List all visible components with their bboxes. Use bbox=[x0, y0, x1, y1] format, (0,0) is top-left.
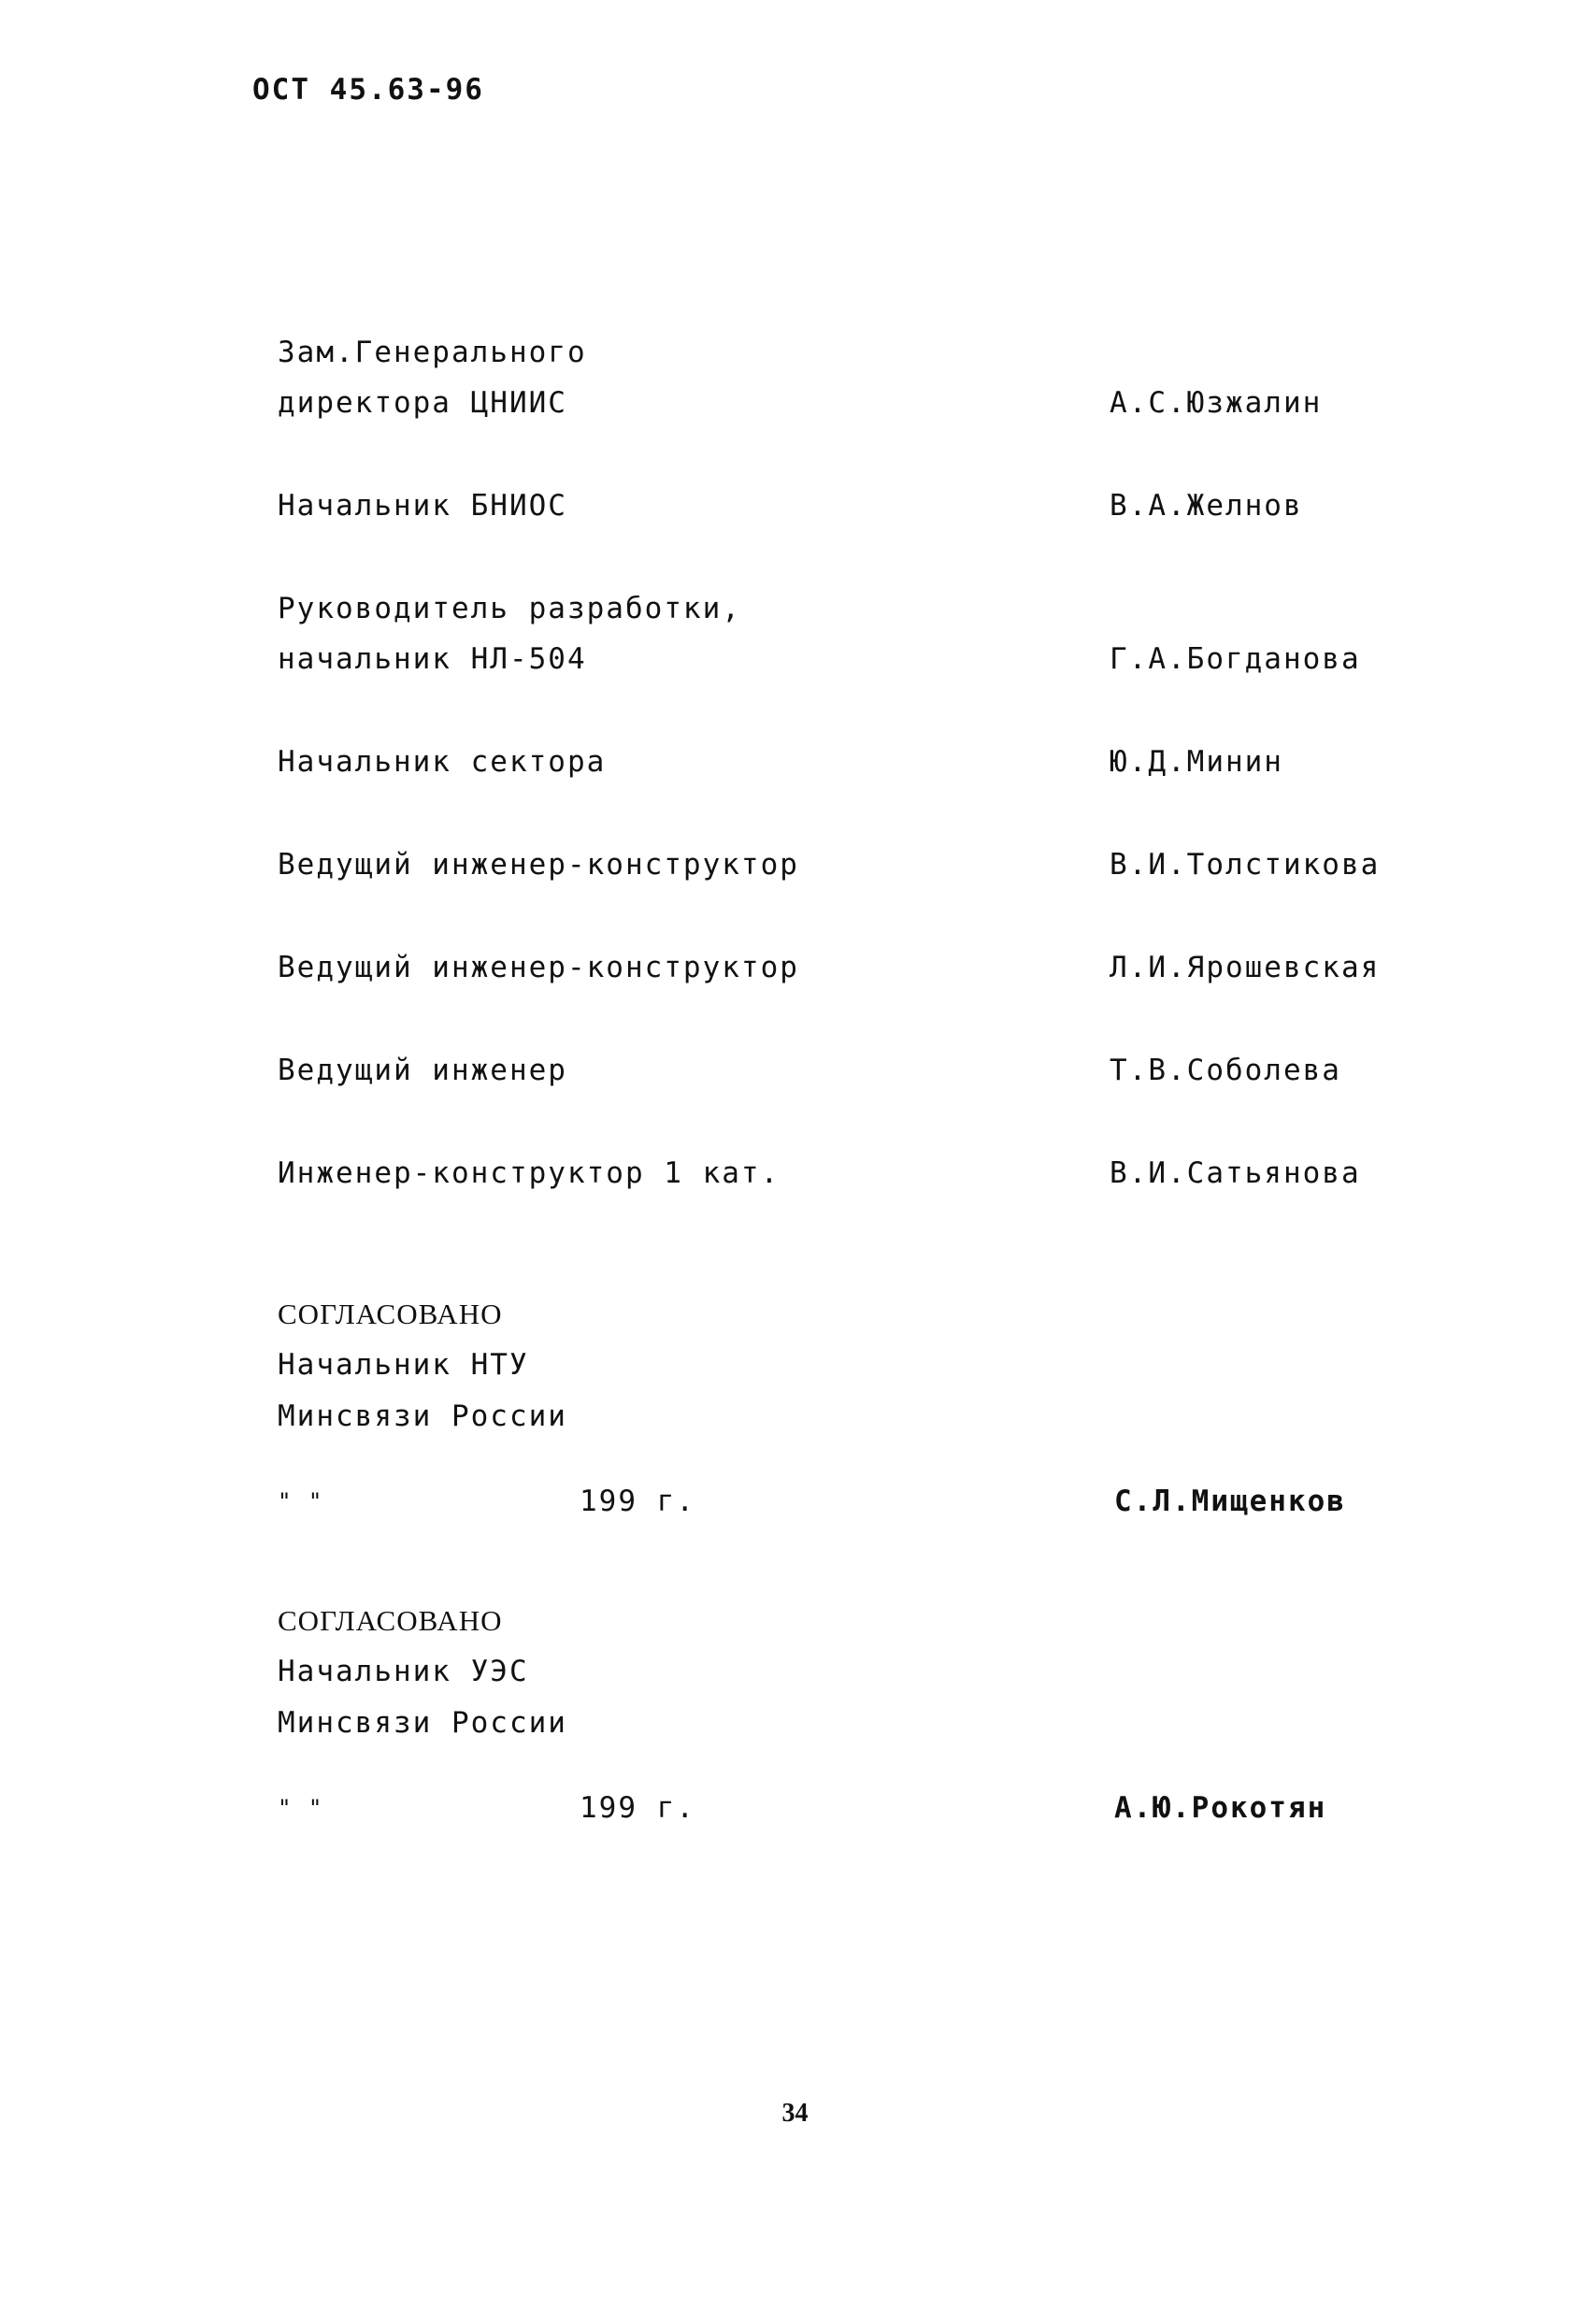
signer-name: В.И.Сатьянова bbox=[1110, 1156, 1361, 1190]
approver-name: С.Л.Мищенков bbox=[1114, 1485, 1346, 1518]
approval-date-row bbox=[278, 1783, 1399, 1834]
signer-title-line: Ведущий инженер-конструктор bbox=[278, 951, 799, 984]
signer-title-line: Начальник БНИОС bbox=[278, 489, 567, 523]
signature-row bbox=[278, 1148, 1399, 1198]
approval-heading: СОГЛАСОВАНО bbox=[278, 1604, 503, 1637]
date-quotes: " " bbox=[278, 1795, 324, 1821]
approval-block-ntu bbox=[278, 1288, 1399, 1528]
signer-name: А.С.Юзжалин bbox=[1110, 386, 1323, 420]
date-year: 199 г. bbox=[580, 1485, 695, 1518]
signer-title-line: директора ЦНИИС bbox=[278, 386, 567, 420]
approval-heading: СОГЛАСОВАНО bbox=[278, 1298, 503, 1330]
approver-position: Начальник НТУ bbox=[278, 1348, 529, 1382]
signer-name: В.А.Желнов bbox=[1110, 489, 1303, 523]
date-year: 199 г. bbox=[580, 1791, 695, 1825]
signer-name: Ю.Д.Минин bbox=[1110, 745, 1283, 779]
date-quotes: " " bbox=[278, 1488, 324, 1514]
approval-block-ues bbox=[278, 1595, 1399, 1834]
signature-row bbox=[278, 839, 1399, 890]
signature-row bbox=[278, 942, 1399, 993]
page-number: 34 bbox=[781, 2099, 809, 2128]
signer-name: Л.И.Ярошевская bbox=[1110, 951, 1381, 984]
approver-organization: Минсвязи России bbox=[278, 1706, 567, 1740]
approval-date-row bbox=[278, 1476, 1399, 1528]
signer-title-line: Ведущий инженер bbox=[278, 1054, 567, 1087]
signature-row bbox=[278, 583, 1399, 684]
signature-row bbox=[278, 327, 1399, 428]
signer-title-line: Инженер-конструктор 1 кат. bbox=[278, 1156, 781, 1190]
signer-title-line: Начальник сектора bbox=[278, 745, 607, 779]
signature-list bbox=[278, 327, 1399, 1251]
document-code: ОСТ 45.63-96 bbox=[252, 73, 484, 107]
signer-name: Г.А.Богданова bbox=[1110, 642, 1361, 676]
signature-row bbox=[278, 737, 1399, 787]
approver-organization: Минсвязи России bbox=[278, 1399, 567, 1433]
signature-row bbox=[278, 481, 1399, 531]
signer-name: В.И.Толстикова bbox=[1110, 848, 1381, 882]
signature-row bbox=[278, 1045, 1399, 1096]
signer-title-line: Ведущий инженер-конструктор bbox=[278, 848, 799, 882]
approver-name: А.Ю.Рокотян bbox=[1114, 1791, 1327, 1825]
signer-title-line: начальник НЛ-504 bbox=[278, 642, 587, 676]
signer-title-line: Руководитель разработки, bbox=[278, 592, 741, 625]
signer-title-line: Зам.Генерального bbox=[278, 336, 587, 369]
approver-position: Начальник УЭС bbox=[278, 1655, 529, 1688]
signer-name: Т.В.Соболева bbox=[1110, 1054, 1341, 1087]
